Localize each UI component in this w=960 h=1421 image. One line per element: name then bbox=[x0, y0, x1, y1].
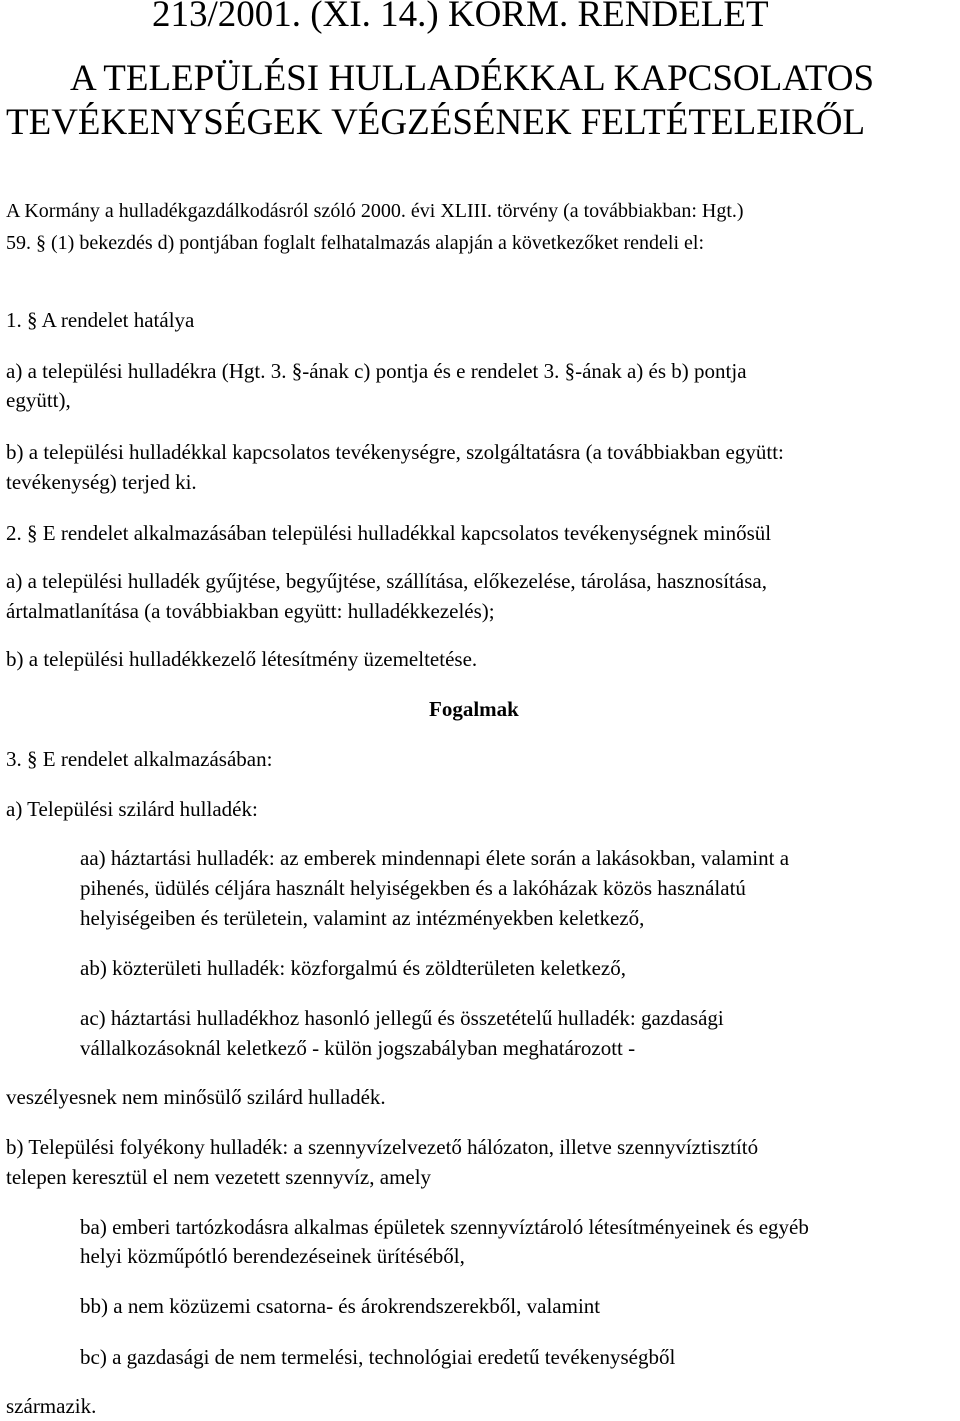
section-2-item-a-line-2: ártalmatlanítása (a továbbiakban együtt: hulladékkezelés); bbox=[6, 599, 495, 623]
intro-line-2: 59. § (1) bekezdés d) pontjában foglalt felhatalmazás alapján a következőket rendeli el: bbox=[6, 232, 705, 254]
section-2-heading: 2. § E rendelet alkalmazásában települési hulladékkal kapcsolatos tevékenységnek minősül bbox=[6, 521, 772, 545]
section-2-item-b: b) a települési hulladékkezelő létesítmény üzemeltetése. bbox=[6, 647, 478, 671]
item-bb: bb) a nem közüzemi csatorna- és árokrendszerekből, valamint bbox=[80, 1294, 601, 1318]
item-ba-line-1: ba) emberi tartózkodásra alkalmas épületek szennyvíztároló létesítményeinek és egyéb bbox=[80, 1215, 809, 1239]
section-3-heading: 3. § E rendelet alkalmazásában: bbox=[6, 747, 273, 771]
section-1-item-b-line-1: b) a települési hulladékkal kapcsolatos tevékenységre, szolgáltatásra (a továbbiakban együtt: bbox=[6, 440, 784, 464]
item-ab: ab) közterületi hulladék: közforgalmú és zöldterületen keletkező, bbox=[80, 956, 626, 980]
section-1-heading: 1. § A rendelet hatálya bbox=[6, 308, 195, 332]
section-3-item-a: a) Települési szilárd hulladék: bbox=[6, 797, 258, 821]
item-bc: bc) a gazdasági de nem termelési, technológiai eredetű tevékenységből bbox=[80, 1345, 676, 1369]
document-title-line-3: TEVÉKENYSÉGEK VÉGZÉSÉNEK FELTÉTELEIRŐL bbox=[6, 102, 866, 143]
section-2-item-a-line-1: a) a települési hulladék gyűjtése, begyűjtése, szállítása, előkezelése, tárolása, hasznosítása, bbox=[6, 569, 767, 593]
section-1-item-a-line-2: együtt), bbox=[6, 388, 71, 412]
section-3-item-b-line-1: b) Települési folyékony hulladék: a szennyvízelvezető hálózaton, illetve szennyvíztisztító bbox=[6, 1135, 759, 1159]
item-aa-line-2: pihenés, üdülés céljára használt helyiségekben és a lakóházak közös használatú bbox=[80, 876, 746, 900]
intro-line-1: A Kormány a hulladékgazdálkodásról szóló 2000. évi XLIII. törvény (a továbbiakban: Hgt.) bbox=[6, 200, 744, 222]
fogalmak-heading: Fogalmak bbox=[429, 697, 519, 721]
document-title-line-1: 213/2001. (XI. 14.) KORM. RENDELET bbox=[152, 0, 769, 35]
section-1-item-a-line-1: a) a települési hulladékra (Hgt. 3. §-ának c) pontja és e rendelet 3. §-ának a) és b) pontja bbox=[6, 359, 747, 383]
section-3-item-b-line-2: telepen keresztül el nem vezetett szennyvíz, amely bbox=[6, 1165, 432, 1189]
item-ba-line-2: helyi közműpótló berendezéseinek ürítéséből, bbox=[80, 1244, 465, 1268]
item-ac-line-1: ac) háztartási hulladékhoz hasonló jellegű és összetételű hulladék: gazdasági bbox=[80, 1006, 724, 1030]
item-aa-line-1: aa) háztartási hulladék: az emberek mindennapi élete során a lakásokban, valamint a bbox=[80, 846, 790, 870]
item-b-tail: származik. bbox=[6, 1394, 97, 1418]
document-title-line-2: A TELEPÜLÉSI HULLADÉKKAL KAPCSOLATOS bbox=[70, 58, 875, 99]
item-ac-line-2: vállalkozásoknál keletkező - külön jogszabályban meghatározott - bbox=[80, 1036, 636, 1060]
section-1-item-b-line-2: tevékenység) terjed ki. bbox=[6, 470, 197, 494]
item-aa-line-3: helyiségeiben és területein, valamint az intézményekben keletkező, bbox=[80, 906, 645, 930]
item-a-tail: veszélyesnek nem minősülő szilárd hulladék. bbox=[6, 1085, 386, 1109]
